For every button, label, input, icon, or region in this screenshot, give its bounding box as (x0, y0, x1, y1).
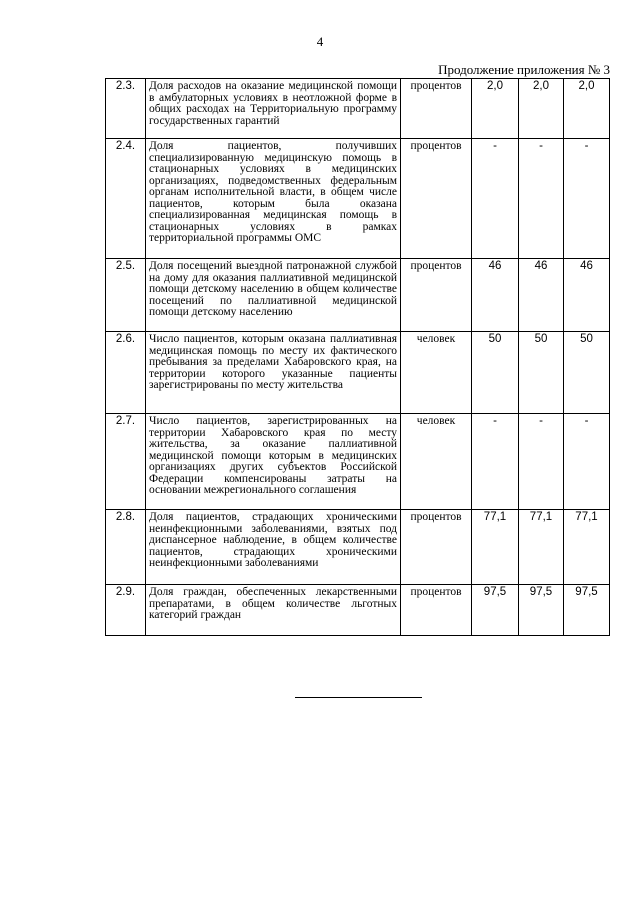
row-number: 2.5. (106, 259, 146, 332)
value-year-2: - (519, 139, 564, 259)
row-number: 2.7. (106, 414, 146, 510)
value-year-2: - (519, 414, 564, 510)
indicator-description: Доля посещений выездной патронажной службой на дому для оказания паллиативной медицинской помощи детскому населению в общем количестве посещений по паллиативной медицинской помощи детскому населению (146, 259, 401, 332)
table-row (106, 332, 610, 414)
value-year-1: - (472, 414, 519, 510)
appendix-continuation-label: Продолжение приложения № 3 (438, 62, 610, 77)
unit-of-measure: процентов (401, 259, 472, 332)
row-number: 2.4. (106, 139, 146, 259)
row-number: 2.9. (106, 585, 146, 636)
value-year-3: 77,1 (564, 510, 610, 585)
indicator-description: Доля расходов на оказание медицинской помощи в амбулаторных условиях в неотложной форме в общих расходах на Территориальную программу государственных гарантий (146, 79, 401, 139)
value-year-3: - (564, 414, 610, 510)
value-year-1: 77,1 (472, 510, 519, 585)
value-year-3: - (564, 139, 610, 259)
unit-of-measure: процентов (401, 79, 472, 139)
unit-of-measure: человек (401, 332, 472, 414)
unit-of-measure: процентов (401, 585, 472, 636)
value-year-2: 97,5 (519, 585, 564, 636)
table-row (106, 139, 610, 259)
table-row (106, 259, 610, 332)
closing-divider-line (295, 697, 422, 698)
table-row (106, 414, 610, 510)
unit-of-measure: процентов (401, 510, 472, 585)
value-year-1: 2,0 (472, 79, 519, 139)
value-year-2: 2,0 (519, 79, 564, 139)
table-row (106, 79, 610, 139)
value-year-1: 46 (472, 259, 519, 332)
indicator-description: Доля пациентов, получивших специализированную медицинскую помощь в стационарных условиях в медицинских организациях, подведомственных федеральным органам исполнительной власти, в общем числе пациентов, которым была оказана специализированная медицинская помощь в стационарных условиях в рамках территориальной программы ОМС (146, 139, 401, 259)
value-year-3: 50 (564, 332, 610, 414)
value-year-2: 46 (519, 259, 564, 332)
table-row (106, 585, 610, 636)
indicator-description: Доля граждан, обеспеченных лекарственными препаратами, в общем количестве льготных категорий граждан (146, 585, 401, 636)
indicator-description: Число пациентов, которым оказана паллиативная медицинская помощь по месту их фактического пребывания за пределами Хабаровского края, на территории которого указанные пациенты зарегистрированы по месту жительства (146, 332, 401, 414)
value-year-1: 50 (472, 332, 519, 414)
page-number: 4 (316, 34, 324, 49)
unit-of-measure: человек (401, 414, 472, 510)
indicator-description: Число пациентов, зарегистрированных на территории Хабаровского края по месту жительства, за оказание паллиативной медицинской помощи которым в медицинских организациях других субъектов Российской Федерации компенсированы затраты на основании межрегионального соглашения (146, 414, 401, 510)
value-year-3: 46 (564, 259, 610, 332)
row-number: 2.6. (106, 332, 146, 414)
row-number: 2.3. (106, 79, 146, 139)
value-year-3: 2,0 (564, 79, 610, 139)
row-number: 2.8. (106, 510, 146, 585)
value-year-1: - (472, 139, 519, 259)
indicators-table (105, 78, 610, 636)
value-year-2: 50 (519, 332, 564, 414)
value-year-3: 97,5 (564, 585, 610, 636)
indicator-description: Доля пациентов, страдающих хроническими неинфекционными заболеваниями, взятых под диспансерное наблюдение, в общем количестве пациентов, страдающих хроническими неинфекционными заболеваниями (146, 510, 401, 585)
value-year-1: 97,5 (472, 585, 519, 636)
unit-of-measure: процентов (401, 139, 472, 259)
table-row (106, 510, 610, 585)
value-year-2: 77,1 (519, 510, 564, 585)
